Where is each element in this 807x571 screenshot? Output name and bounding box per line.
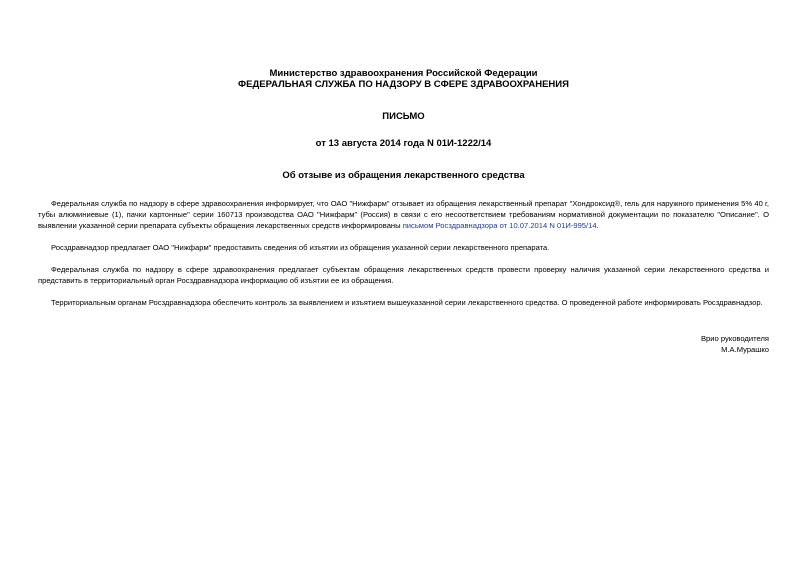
- paragraph-4: Территориальным органам Росздравнадзора обеспечить контроль за выявлением и изъятием вышеуказанной серии лекарственного средства. О проведенной работе информировать Росздравнадзор.: [51, 298, 763, 307]
- reference-letter-link[interactable]: письмом Росздравнадзора от 10.07.2014 N 01И-995/14: [402, 221, 597, 230]
- ministry-name: Министерство здравоохранения Российской Федерации: [269, 68, 538, 79]
- paragraph-2: Росздравнадзор предлагает ОАО "Нижфарм" предоставить сведения об изъятии из обращения указанной серии лекарственного препарата.: [51, 243, 550, 252]
- paragraph-3: Федеральная служба по надзору в сфере здравоохранения предлагает субъектам обращения лекарственных средств провести проверку наличия указанной серии лекарственного средства и представить в территориальный орган Росздравнадзора информацию об изъятии ее из обращения.: [38, 265, 769, 285]
- paragraph-1-text: Федеральная служба по надзору в сфере здравоохранения информирует, что ОАО "Нижфарм" отзывает из обращения лекарственный препарат "Хондроксид®, гель для наружного применения 5% 40 г, тубы алюминиевые (1), пачки картонные" серии 160713 производства ОАО "Нижфарм" (Россия) в связи с его несоответствием требованиям нормативной документации по показателю "Описание". О выявлении указанной серии препарата субъекты обращения лекарственных средств информированы: [38, 199, 769, 230]
- paragraph-1: [38, 198, 769, 231]
- document-title: Об отзыве из обращения лекарственного средства: [282, 170, 525, 181]
- service-name: ФЕДЕРАЛЬНАЯ СЛУЖБА ПО НАДЗОРУ В СФЕРЕ ЗДРАВООХРАНЕНИЯ: [238, 79, 569, 90]
- signatory-position: Врио руководителя: [700, 334, 769, 343]
- document-page: [38, 68, 769, 355]
- paragraph-1-end: .: [596, 221, 599, 230]
- signature-block: [38, 333, 769, 355]
- document-body: [38, 198, 769, 308]
- document-header: [38, 68, 769, 181]
- signatory-name: М.А.Мурашко: [721, 345, 769, 354]
- document-date: от 13 августа 2014 года N 01И-1222/14: [315, 138, 492, 149]
- document-type: ПИСЬМО: [382, 111, 425, 122]
